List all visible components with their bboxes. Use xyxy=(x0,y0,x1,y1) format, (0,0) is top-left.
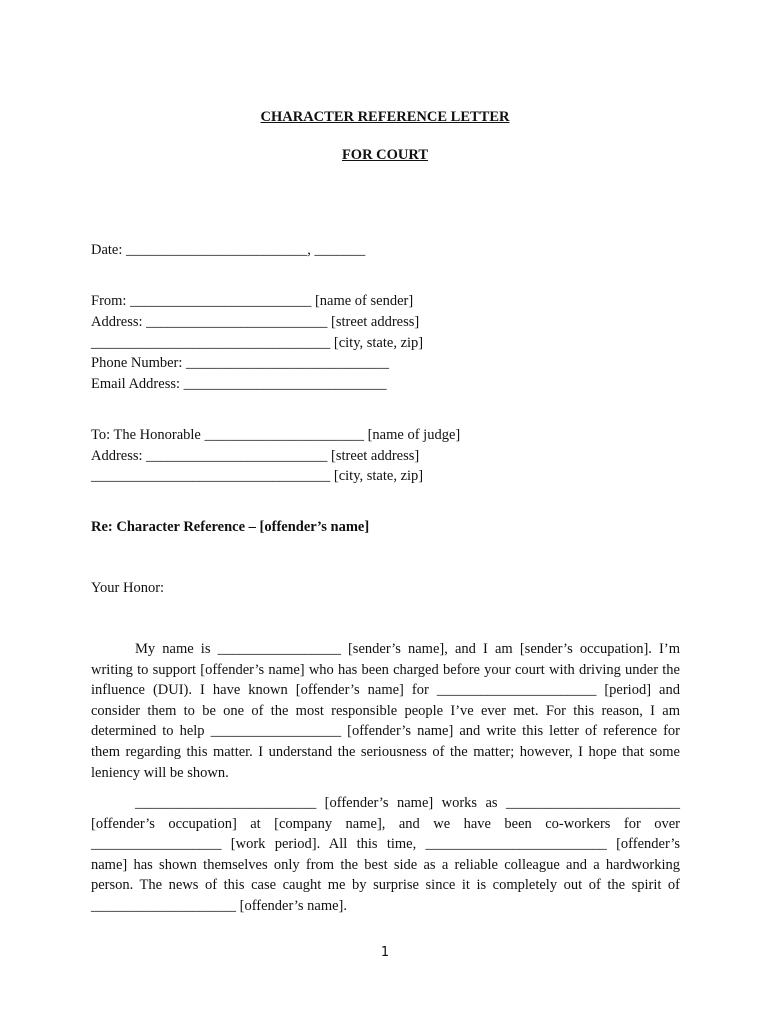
sender-city-line: _________________________________ [city, state, zip] xyxy=(91,335,424,351)
document-title: CHARACTER REFERENCE LETTER xyxy=(260,109,510,125)
date-line: Date: _________________________, _______ xyxy=(91,242,366,258)
sender-phone-line: Phone Number: ____________________________ xyxy=(91,355,390,371)
body-paragraph-2-text: _________________________ [offender’s name] works as ________________________ [offender’s occupation] at [company name], and we have been co-workers for over __________________ [work period]. All this time, _________________________ [offender’s name] has shown themselves only from the best side as a reliable colleague and a hardworking person. The news of this case caught me by surprise since it is completely out of the spirit of ____________________ [offender’s name]. xyxy=(91,795,680,914)
body-paragraph-1-text: My name is _________________ [sender’s name], and I am [sender’s occupation]. I’m writing to support [offender’s name] who has been charged before your court with driving under the influence (DUI). I have known [offender’s name] for ______________________ [period] and consider them to be one of the most responsible people I’ve ever met. For this reason, I am determined to help __________________ [offender’s name] and write this letter of reference for them regarding this matter. I understand the seriousness of the matter; however, I hope that some leniency will be shown. xyxy=(91,641,680,781)
recipient-address-line: Address: _________________________ [street address] xyxy=(91,448,420,464)
document-subtitle: FOR COURT xyxy=(341,147,429,163)
sender-address-line: Address: _________________________ [street address] xyxy=(91,314,420,330)
body-paragraph-1 xyxy=(91,639,680,783)
sender-from-line: From: _________________________ [name of sender] xyxy=(91,293,414,309)
re-line: Re: Character Reference – [offender’s name] xyxy=(91,519,370,535)
body-paragraph-2 xyxy=(91,793,680,917)
recipient-city-line: _________________________________ [city, state, zip] xyxy=(91,468,424,484)
salutation: Your Honor: xyxy=(91,580,165,596)
sender-email-line: Email Address: ____________________________ xyxy=(91,376,387,392)
page-number: 1 xyxy=(380,945,390,960)
recipient-to-line: To: The Honorable ______________________ [name of judge] xyxy=(91,427,461,443)
